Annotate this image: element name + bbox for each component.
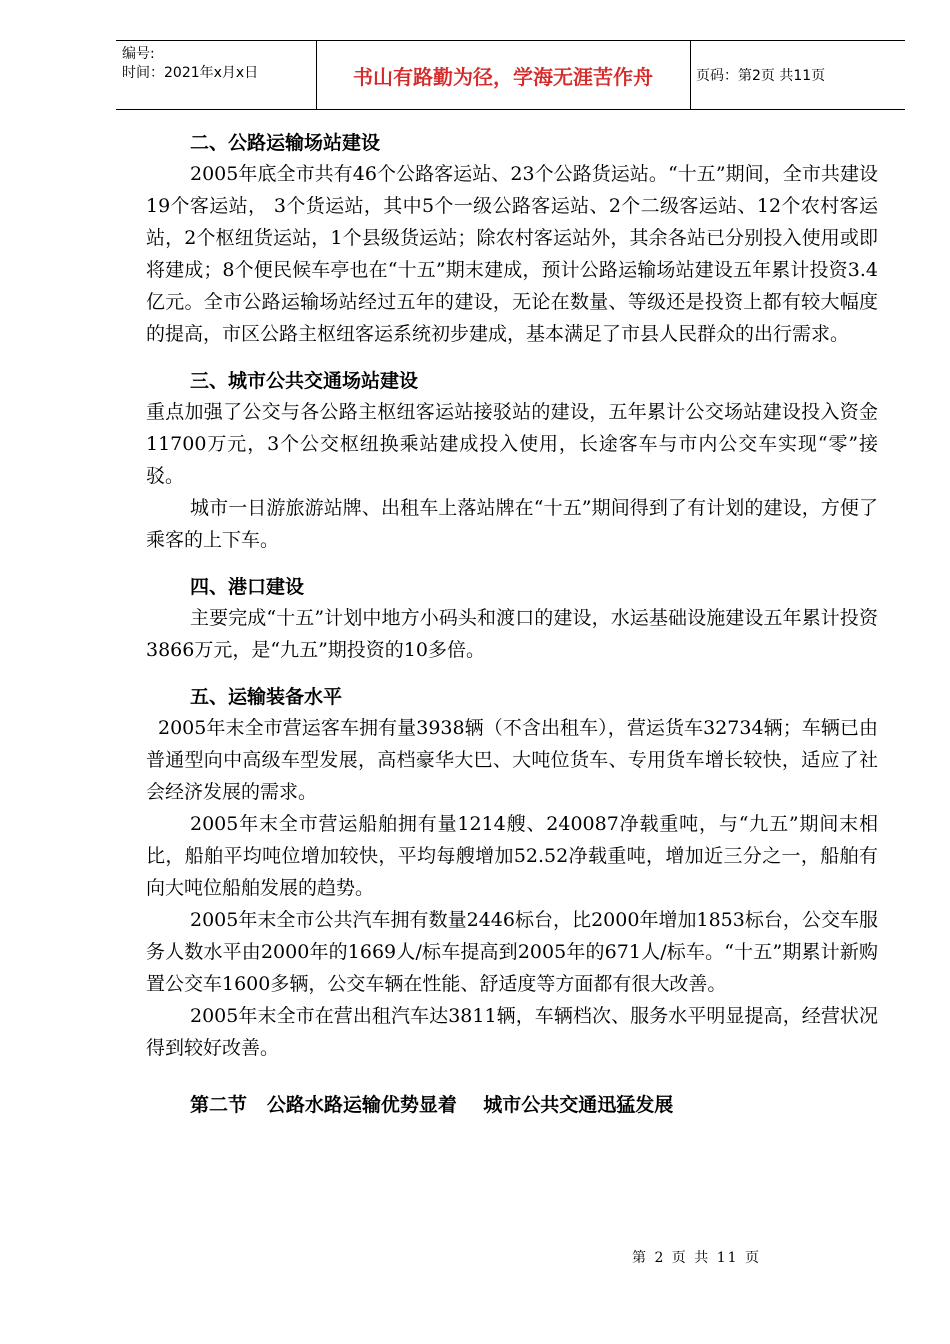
paragraph: 主要完成“十五”计划中地方小码头和渡口的建设，水运基础设施建设五年累计投资3866万元，是“九五”期投资的10多倍。 (146, 607, 878, 661)
paragraph: 城市一日游旅游站牌、出租车上落站牌在“十五”期间得到了有计划的建设，方便了乘客的上下车。 (146, 497, 878, 551)
paragraph: 2005年末全市公共汽车拥有数量2446标台，比2000年增加1853标台，公交车服务人数水平由2000年的1669人/标车提高到2005年的671人/标车。“十五”期累计新购置公交车1600多辆，公交车辆在性能、舒适度等方面都有很大改善。 (146, 909, 878, 995)
paragraph: 2005年底全市共有46个公路客运站、23个公路货运站。“十五”期间，全市共建设19个客运站， 3个货运站，其中5个一级公路客运站、2个二级客运站、12个农村客运站，2个枢纽货运站，1个县级货运站；除农村客运站外，其余各站已分别投入使用或即将建成；8个便民候车亭也在“十五”期末建成，预计公路运输场站建设五年累计投资3.4亿元。全市公路运输场站经过五年的建设，无论在数量、等级还是投资上都有较大幅度的提高，市区公路主枢纽客运系统初步建成，基本满足了市县人民群众的出行需求。 (146, 163, 878, 345)
paragraph: 2005年末全市营运客车拥有量3938辆（不含出租车），营运货车32734辆；车辆已由普通型向中高级车型发展，高档豪华大巴、大吨位货车、专用货车增长较快，适应了社会经济发展的需求。 (146, 717, 878, 803)
chapter-section-title: 第二节 公路水路运输优势显着 城市公共交通迅猛发展 (190, 1094, 674, 1116)
document-number-label: 编号: (122, 46, 155, 62)
paragraph: 2005年末全市在营出租汽车达3811辆，车辆档次、服务水平明显提高，经营状况得到较好改善。 (146, 1005, 878, 1059)
paragraph: 重点加强了公交与各公路主枢纽客运站接驳站的建设，五年累计公交场站建设投入资金11700万元，3个公交枢纽换乘站建成投入使用，长途客车与市内公交车实现“零”接驳。 (146, 401, 878, 487)
page-header (116, 40, 905, 110)
paragraph: 2005年末全市营运船舶拥有量1214艘、240087净载重吨，与“九五”期间末相比，船舶平均吨位增加较快，平均每艘增加52.52净载重吨，增加近三分之一，船舶有向大吨位船舶发展的趋势。 (146, 813, 878, 899)
section-heading: 三、城市公共交通场站建设 (190, 370, 419, 392)
header-motto: 书山有路勤为径，学海无涯苦作舟 (353, 64, 653, 89)
header-meta (116, 41, 316, 109)
section-heading: 四、港口建设 (190, 576, 305, 598)
page-footer: 第 2 页 共 11 页 (632, 1250, 761, 1266)
header-divider (690, 41, 691, 109)
header-page-info: 页码：第2页 共11页 (696, 68, 826, 84)
section-heading: 五、运输装备水平 (190, 686, 343, 708)
section-heading: 二、公路运输场站建设 (190, 132, 381, 154)
document-body (146, 128, 878, 1120)
document-time-label: 时间：2021年x月x日 (122, 65, 259, 81)
